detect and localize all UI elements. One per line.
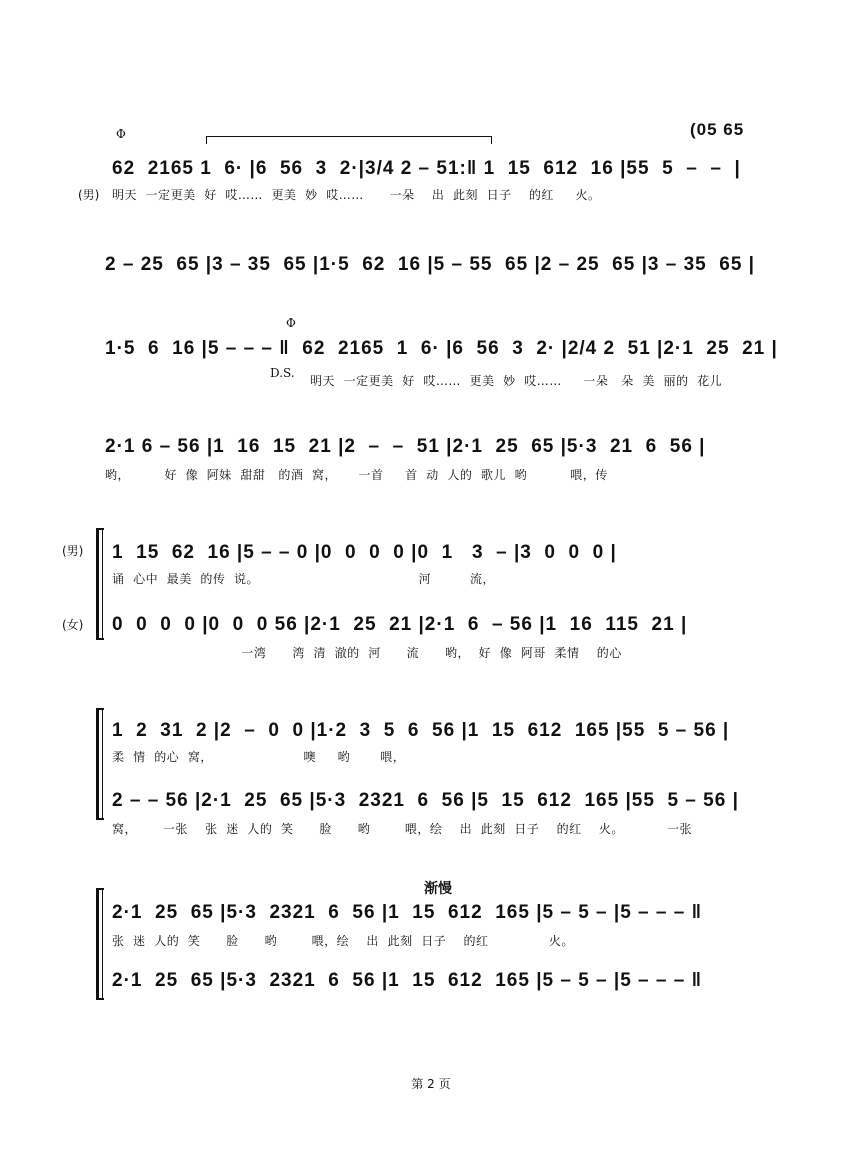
lyric-line: 明天 一定更美 好 哎…… 更美 妙 哎…… 一朵 出 此刻 日子 的红 火。 bbox=[112, 188, 601, 202]
voice-label-male: (男) bbox=[78, 188, 100, 202]
notation-line-lower: 2·1 25 65 |5·3 2321 6 56 |1 15 612 165 |5 – 5 – |5 – – – ‖ bbox=[112, 970, 703, 991]
brace-cap bbox=[96, 818, 104, 820]
system-brace-thin bbox=[102, 888, 103, 1000]
brace-cap bbox=[96, 888, 104, 890]
volta-bracket-end bbox=[491, 136, 492, 144]
brace-cap bbox=[96, 638, 104, 640]
notation-line-upper: 1 2 31 2 |2 – 0 0 |1·2 3 5 6 56 |1 15 612 165 |55 5 – 56 | bbox=[112, 720, 730, 741]
notation-line-lower: 2 – – 56 |2·1 25 65 |5·3 2321 6 56 |5 15 612 165 |55 5 – 56 | bbox=[112, 790, 739, 811]
system-brace-thin bbox=[102, 528, 103, 640]
system-brace bbox=[96, 888, 99, 1000]
lyric-line-upper: 柔 情 的心 窝， 噢 哟 喂， bbox=[112, 750, 406, 764]
brace-cap bbox=[96, 708, 104, 710]
notation-line-female: 0 0 0 0 |0 0 0 56 |2·1 25 21 |2·1 6 – 56 |1 16 115 21 | bbox=[112, 614, 688, 635]
notation-line-male: 1 15 62 16 |5 – – 0 |0 0 0 0 |0 1 3 – |3 0 0 0 | bbox=[112, 542, 617, 563]
lyric-line-female: 一湾 湾 清 澈的 河 流 哟， 好 像 阿哥 柔情 的心 bbox=[112, 646, 622, 660]
lyric-line-male: 诵 心中 最美 的传 说。 河 流， bbox=[112, 572, 495, 586]
voice-label-female: (女) bbox=[62, 618, 84, 632]
tempo-marking: 渐慢 bbox=[424, 881, 452, 897]
dal-segno: D.S. bbox=[270, 366, 295, 380]
notation-line: 1·5 6 16 |5 – – – ‖ 62 2165 1 6· |6 56 3 2· |2/4 2 51 |2·1 25 21 | bbox=[105, 338, 778, 359]
notation-line: 2·1 6 – 56 |1 16 15 21 |2 – – 51 |2·1 25 65 |5·3 21 6 56 | bbox=[105, 436, 706, 457]
coda-sign: Φ bbox=[116, 127, 126, 141]
system-brace-thin bbox=[102, 708, 103, 820]
voice-label-male: (男) bbox=[62, 544, 84, 558]
notation-line: 2 – 25 65 |3 – 35 65 |1·5 62 16 |5 – 55 65 |2 – 25 65 |3 – 35 65 | bbox=[105, 254, 755, 275]
coda-sign: Φ bbox=[286, 316, 296, 330]
lyric-line-lower: 窝， 一张 张 迷 人的 笑 脸 哟 喂，绘 出 此刻 日子 的红 火。 一张 bbox=[112, 822, 692, 836]
volta-bracket-end bbox=[206, 136, 207, 144]
page-number: 第 2 页 bbox=[411, 1077, 451, 1091]
system-brace bbox=[96, 528, 99, 640]
lyric-line-upper: 张 迷 人的 笑 脸 哟 喂，绘 出 此刻 日子 的红 火。 bbox=[112, 934, 574, 948]
lyric-line: 明天 一定更美 好 哎…… 更美 妙 哎…… 一朵 朵 美 丽的 花儿 bbox=[310, 374, 723, 388]
lyric-line: 哟， 好 像 阿妹 甜甜 的酒 窝， 一首 首 动 人的 歌儿 哟 喂，传 bbox=[105, 468, 608, 482]
volta-bracket bbox=[206, 136, 492, 137]
system-brace bbox=[96, 708, 99, 820]
brace-cap bbox=[96, 528, 104, 530]
brace-cap bbox=[96, 998, 104, 1000]
notation-line: (05 65 bbox=[690, 120, 745, 139]
notation-line: 62 2165 1 6· |6 56 3 2·|3/4 2 – 51:‖ 1 15 612 16 |55 5 – – | bbox=[112, 158, 741, 179]
notation-line-upper: 2·1 25 65 |5·3 2321 6 56 |1 15 612 165 |5 – 5 – |5 – – – ‖ bbox=[112, 902, 703, 923]
